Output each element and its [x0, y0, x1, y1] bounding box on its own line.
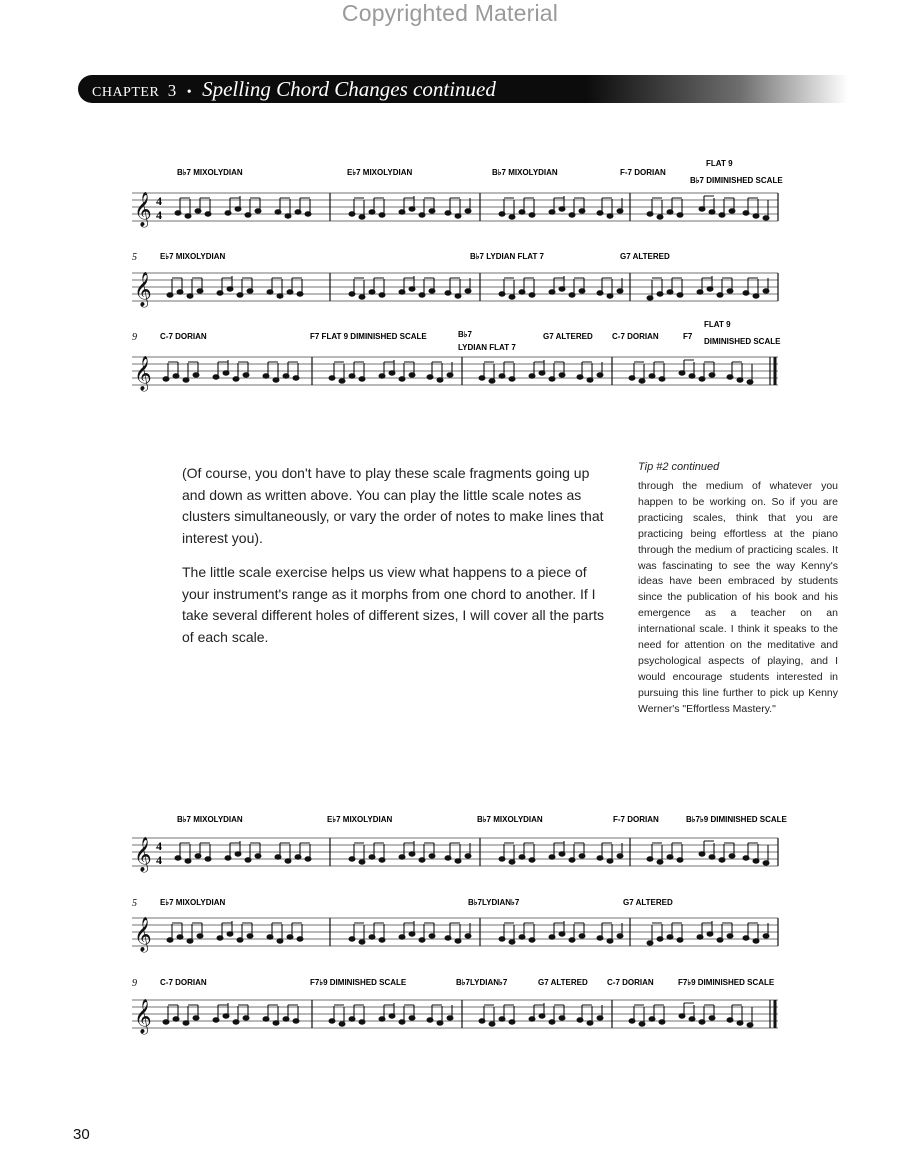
chord-symbol: B♭7 MIXOLYDIAN	[477, 815, 543, 824]
chapter-bullet: •	[186, 85, 192, 100]
chord-symbol: F7	[683, 332, 693, 341]
treble-clef-icon: 𝄞	[134, 192, 152, 227]
chord-symbol: C-7 DORIAN	[160, 978, 207, 987]
music-example-top-svg	[120, 125, 800, 415]
page-number: 30	[73, 1126, 90, 1143]
chord-symbol: C-7 DORIAN	[612, 332, 659, 341]
time-signature-denominator: 4	[156, 853, 162, 867]
staff	[132, 917, 778, 953]
music-example-bottom-svg	[120, 770, 800, 1060]
chord-symbol: E♭7 MIXOLYDIAN	[327, 815, 393, 824]
chord-symbol: B♭7♭9 DIMINISHED SCALE	[686, 815, 787, 824]
chord-symbol: B♭7 MIXOLYDIAN	[492, 168, 558, 177]
chord-symbol: G7 ALTERED	[543, 332, 593, 341]
chord-symbol: F7♭9 DIMINISHED SCALE	[678, 978, 775, 987]
body-text	[182, 463, 612, 661]
chord-symbol: LYDIAN FLAT 7	[458, 343, 516, 352]
system-1	[132, 159, 783, 228]
measure-number: 5	[132, 898, 137, 909]
chapter-title: Spelling Chord Changes continued	[202, 77, 496, 101]
system-3	[132, 320, 781, 392]
treble-clef-icon: 𝄞	[134, 837, 152, 872]
chord-symbol: F-7 DORIAN	[620, 168, 666, 177]
chapter-label: CHAPTER	[92, 85, 160, 100]
staff	[132, 356, 778, 392]
measure-number: 9	[132, 332, 137, 343]
chord-symbol: G7 ALTERED	[620, 252, 670, 261]
chord-symbol: E♭7 MIXOLYDIAN	[347, 168, 413, 177]
chord-symbol: C-7 DORIAN	[160, 332, 207, 341]
chord-symbol: B♭7LYDIAN♭7	[456, 978, 508, 987]
paragraph: The little scale exercise helps us view what happens to a piece of your instrument's range as it morphs from one chord to another. If I take several different holes of different sizes, I will cover all the parts of each scale.	[182, 564, 605, 645]
chord-symbol: F7 FLAT 9 DIMINISHED SCALE	[310, 332, 427, 341]
chord-symbol: B♭7 MIXOLYDIAN	[177, 815, 243, 824]
chord-symbol: FLAT 9	[704, 320, 731, 329]
chord-symbol: B♭7 MIXOLYDIAN	[177, 168, 243, 177]
chapter-header	[92, 76, 496, 102]
chord-symbol: E♭7 MIXOLYDIAN	[160, 898, 226, 907]
measure-number: 9	[132, 978, 137, 989]
staff	[132, 999, 778, 1035]
chord-symbol: B♭7LYDIAN♭7	[468, 898, 520, 907]
staff	[132, 837, 778, 873]
chord-symbol: G7 ALTERED	[623, 898, 673, 907]
chord-symbol: F7♭9 DIMINISHED SCALE	[310, 978, 407, 987]
music-example-top	[120, 125, 800, 415]
chord-symbol: B♭7 LYDIAN FLAT 7	[470, 252, 545, 261]
staff	[132, 192, 778, 228]
measure-number: 5	[132, 252, 137, 263]
time-signature-numerator: 4	[156, 839, 162, 853]
system-3	[132, 978, 778, 1035]
chord-symbol: FLAT 9	[706, 159, 733, 168]
chord-symbol: B♭7	[458, 330, 472, 339]
treble-clef-icon: 𝄞	[134, 917, 152, 952]
chord-symbol: DIMINISHED SCALE	[704, 337, 781, 346]
chord-symbol: E♭7 MIXOLYDIAN	[160, 252, 226, 261]
paragraph: (Of course, you don't have to play these scale fragments going up and down as written above. You can play the little scale notes as clusters simultaneously, or vary the order of notes to make lines that interest you).	[182, 465, 604, 546]
chord-symbol: F-7 DORIAN	[613, 815, 659, 824]
treble-clef-icon: 𝄞	[134, 999, 152, 1034]
copyright-watermark: Copyrighted Material	[341, 0, 559, 26]
chord-symbol: C-7 DORIAN	[607, 978, 654, 987]
system-2	[132, 252, 778, 308]
chord-symbol: G7 ALTERED	[538, 978, 588, 987]
chord-symbol: B♭7 DIMINISHED SCALE	[690, 176, 783, 185]
time-signature-numerator: 4	[156, 194, 162, 208]
tip-sidebar	[638, 461, 838, 718]
music-example-bottom	[120, 770, 800, 1060]
treble-clef-icon: 𝄞	[134, 272, 152, 307]
time-signature-denominator: 4	[156, 208, 162, 222]
treble-clef-icon: 𝄞	[134, 356, 152, 391]
system-2	[132, 898, 778, 953]
tip-heading: Tip #2 continued	[638, 461, 720, 473]
system-1	[132, 815, 788, 873]
staff	[132, 272, 778, 308]
tip-text: through the medium of whatever you happen to be working on. So if you are practicing scales, think that you are practicing being effortless at the piano through the medium of practicing scales. It was fascinating to see the way Kenny's ideas have been embraced by students since the publication of his book and his emergence as a teacher on an international scale. I think it speaks to the need for attention on the meditative and psychological aspects of playing, and I would encourage students interested in pursuing this line further to pick up Kenny Werner's "Effortless Mastery."	[638, 480, 838, 715]
chapter-number: 3	[167, 81, 177, 100]
